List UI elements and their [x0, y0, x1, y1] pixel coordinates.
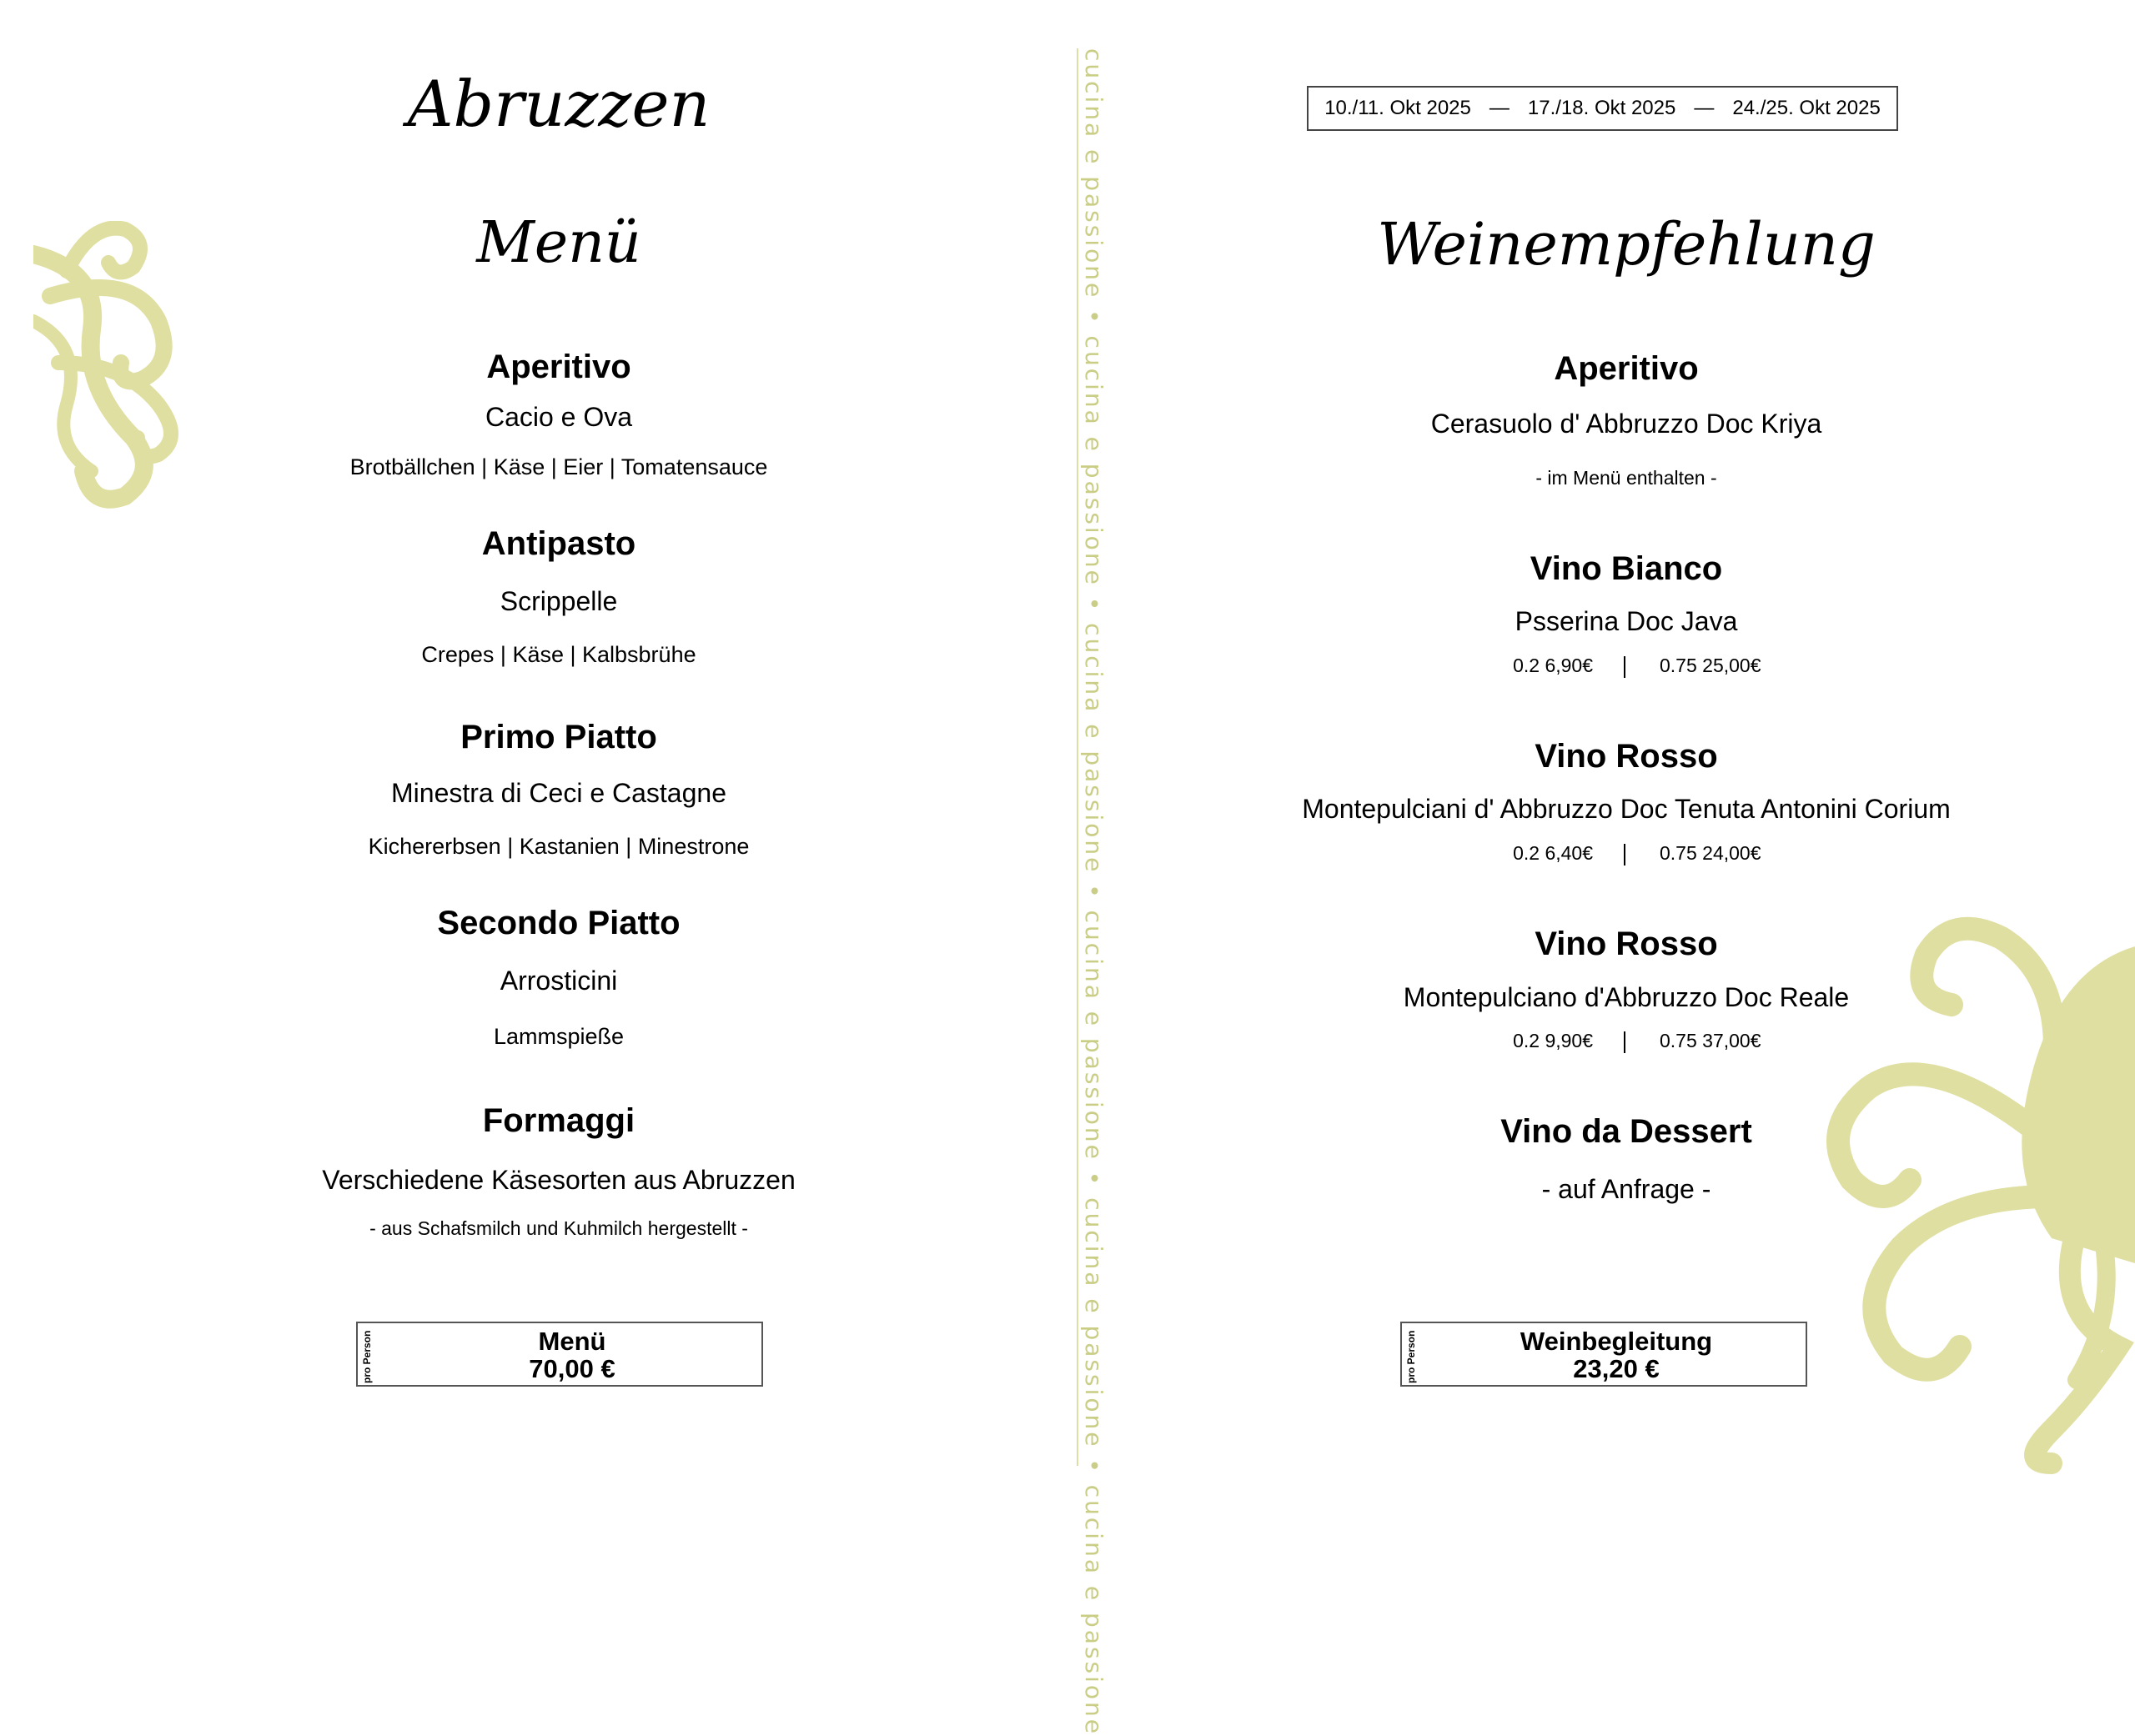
course-heading: Formaggi: [482, 1102, 635, 1139]
menu-title: Menü: [476, 210, 641, 276]
per-person-label: pro Person: [1405, 1330, 1417, 1383]
price-bottle: 0.75 24,00€: [1660, 842, 1761, 864]
wine-name: Psserina Doc Java: [1515, 606, 1738, 636]
wine-price-label: Weinbegleitung: [1520, 1327, 1713, 1356]
course-desc: Kichererbsen | Kastanien | Minestrone: [368, 834, 750, 859]
date-separator: —: [1489, 97, 1510, 119]
price-bottle: 0.75 25,00€: [1660, 655, 1761, 676]
price-glass: 0.2 6,40€: [1513, 842, 1593, 864]
course-desc: Crepes | Käse | Kalbsbrühe: [421, 642, 696, 667]
date: 10./11. Okt 2025: [1324, 97, 1471, 119]
divider-text: cucina e passione • cucina e passione • cucina e passione • cucina e passione • cucina e passione • cucina e passione: [1080, 48, 1108, 1736]
course-heading: Secondo Piatto: [437, 905, 681, 941]
course-dish: Cacio e Ova: [485, 402, 633, 432]
course-dish: Arrosticini: [500, 966, 618, 996]
wine-prices: [1209, 1030, 2043, 1055]
wine-price: 23,20 €: [1573, 1354, 1660, 1383]
price-glass: 0.2 6,90€: [1513, 655, 1593, 676]
price-separator: [1624, 1031, 1625, 1053]
menu-price-box: [356, 1322, 763, 1387]
wine-name: Cerasuolo d' Abbruzzo Doc Kriya: [1430, 409, 1822, 439]
course-heading: Primo Piatto: [460, 719, 657, 755]
course-dish: Scrippelle: [500, 586, 618, 616]
per-person-label: pro Person: [361, 1330, 373, 1383]
wine-prices: [1209, 655, 2043, 680]
menu-price-label: Menü: [538, 1327, 606, 1356]
course-desc: - aus Schafsmilch und Kuhmilch hergestellt -: [369, 1217, 748, 1239]
course-dish: Minestra di Ceci e Castagne: [391, 778, 726, 808]
date: 24./25. Okt 2025: [1732, 97, 1881, 119]
course-dish: Verschiedene Käsesorten aus Abruzzen: [322, 1165, 796, 1195]
price-bottle: 0.75 37,00€: [1660, 1030, 1761, 1051]
wine-price-box: [1400, 1322, 1807, 1387]
price-separator: [1624, 844, 1625, 865]
course-heading: Antipasto: [481, 525, 636, 562]
date-box: [1307, 86, 1898, 131]
region-title: Abruzzen: [407, 67, 711, 141]
price-glass: 0.2 9,90€: [1513, 1030, 1593, 1051]
wine-name: Montepulciani d' Abbruzzo Doc Tenuta Antonini Corium: [1302, 794, 1951, 824]
wine-prices: [1209, 842, 2043, 867]
wine-heading: Vino Rosso: [1535, 926, 1718, 962]
wine-note: - auf Anfrage -: [1541, 1174, 1711, 1204]
date-separator: —: [1694, 97, 1715, 119]
wine-heading: Aperitivo: [1554, 350, 1699, 387]
wine-heading: Vino da Dessert: [1500, 1113, 1752, 1150]
course-desc: Lammspieße: [493, 1024, 625, 1049]
menu-price: 70,00 €: [529, 1354, 615, 1383]
wine-note: - im Menü enthalten -: [1535, 467, 1717, 489]
wine-title: Weinempfehlung: [1377, 210, 1876, 278]
date: 17./18. Okt 2025: [1527, 97, 1676, 119]
course-desc: Brotbällchen | Käse | Eier | Tomatensauce: [349, 454, 768, 479]
center-divider: [1077, 48, 1078, 1466]
wine-heading: Vino Rosso: [1535, 738, 1718, 775]
price-separator: [1624, 656, 1625, 678]
octopus-tentacles-left-icon: [33, 221, 200, 513]
course-heading: Aperitivo: [486, 349, 631, 385]
wine-name: Montepulciano d'Abbruzzo Doc Reale: [1403, 982, 1850, 1012]
wine-heading: Vino Bianco: [1530, 550, 1723, 587]
